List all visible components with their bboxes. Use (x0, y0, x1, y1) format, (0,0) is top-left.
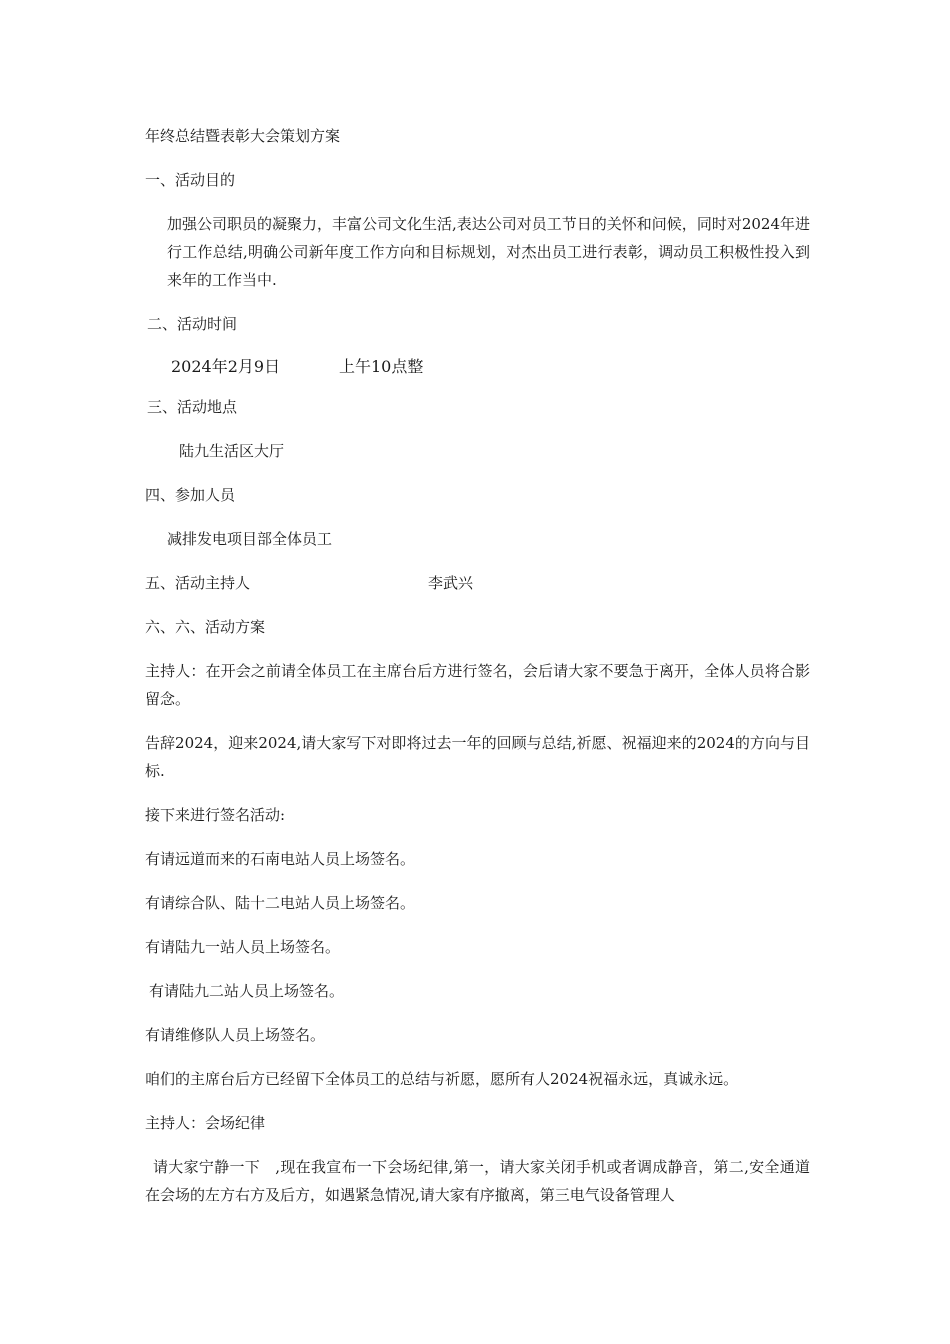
host-row (145, 569, 810, 597)
plan-paragraph: 咱们的主席台后方已经留下全体员工的总结与祈愿，愿所有人2024祝福永远，真诚永远。 (145, 1070, 739, 1088)
section-heading-time: 二、活动时间 (147, 315, 238, 333)
purpose-paragraph: 加强公司职员的凝聚力，丰富公司文化生活,表达公司对员工节日的关怀和问候，同时对2024年进行工作总结,明确公司新年度工作方向和目标规划，对杰出员工进行表彰，调动员工积极性投入到来年的工作当中. (167, 215, 810, 289)
plan-paragraph: 请大家宁静一下 ,现在我宣布一下会场纪律,第一，请大家关闭手机或者调成静音，第二,安全通道在会场的左方右方及后方，如遇紧急情况,请大家有序撤离，第三电气设备管理人 (145, 1158, 810, 1204)
plan-paragraph: 有请陆九二站人员上场签名。 (149, 982, 345, 1000)
document-title: 年终总结暨表彰大会策划方案 (145, 127, 341, 145)
plan-paragraph: 主持人：会场纪律 (145, 1114, 266, 1132)
event-date: 2024年2月9日 (171, 357, 281, 376)
section-heading-participants: 四、参加人员 (145, 486, 236, 504)
event-time-row (145, 354, 810, 377)
event-hour: 上午10点整 (339, 357, 424, 376)
plan-paragraph: 告辞2024，迎来2024,请大家写下对即将过去一年的回顾与总结,祈愿、祝福迎来的2024的方向与目标. (145, 734, 810, 780)
event-location: 陆九生活区大厅 (179, 442, 285, 460)
document-body (145, 122, 810, 1209)
section-heading-host: 五、活动主持人 (145, 574, 251, 592)
section-heading-plan: 六、六、活动方案 (145, 618, 266, 636)
plan-paragraph: 主持人：在开会之前请全体员工在主席台后方进行签名，会后请大家不要急于离开，全体人员将合影留念。 (145, 662, 810, 708)
plan-paragraph: 接下来进行签名活动: (145, 806, 286, 824)
event-participants: 减排发电项目部全体员工 (167, 530, 333, 548)
plan-paragraph: 有请综合队、陆十二电站人员上场签名。 (145, 894, 416, 912)
section-heading-location: 三、活动地点 (147, 398, 238, 416)
section-heading-purpose: 一、活动目的 (145, 171, 236, 189)
host-name: 李武兴 (428, 574, 474, 592)
plan-paragraph: 有请维修队人员上场签名。 (145, 1026, 326, 1044)
plan-paragraph: 有请远道而来的石南电站人员上场签名。 (145, 850, 416, 868)
plan-paragraph: 有请陆九一站人员上场签名。 (145, 938, 341, 956)
